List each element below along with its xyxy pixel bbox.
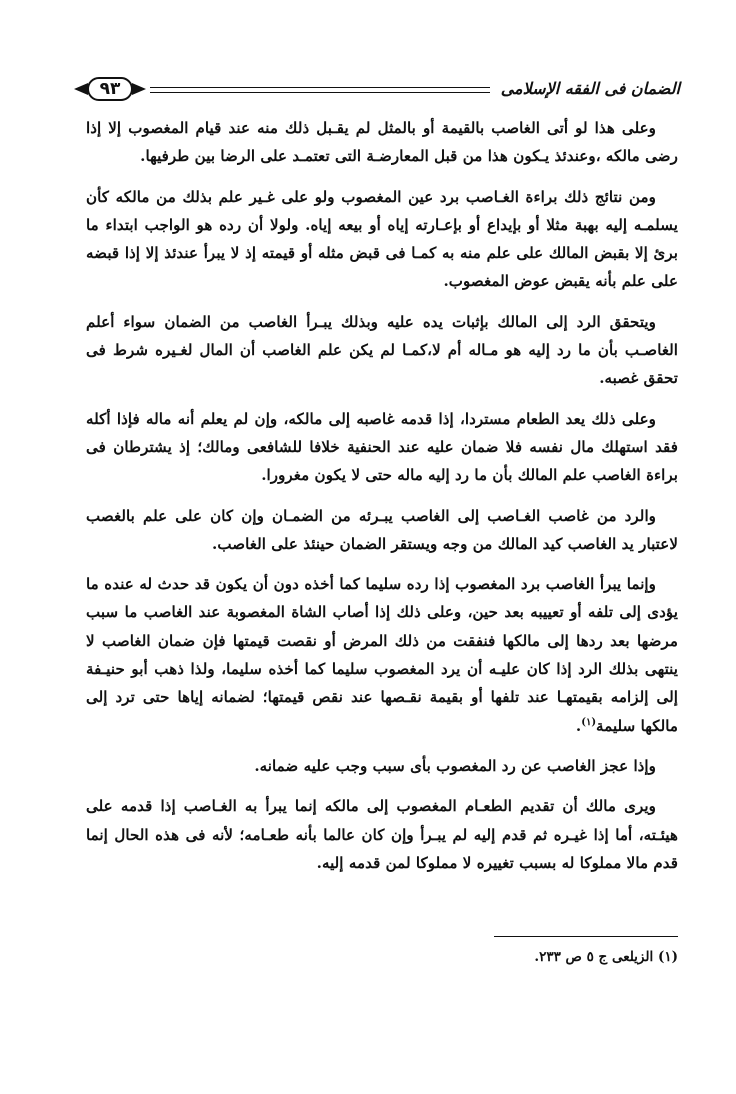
paragraph-6 [86, 570, 678, 740]
running-header [74, 74, 680, 104]
paragraph-3: ويتحقق الرد إلى المالك بإثبات يده عليه وبذلك يبـرأ الغاصب من الضمان سواء أعلم الغاصـب بأن ما رد إليه هو مـاله أم لا،كمـا لم يكن علم الغاصب أن المال لغـيره شرط فى تحقق غصبه. [86, 312, 678, 388]
header-double-rule [150, 87, 490, 93]
paragraph-2: ومن نتائج ذلك براءة الغـاصب برد عين المغصوب ولو على غـير علم بذلك من مالكه كأن يسلمـه إليه بهبة مثلا أو بإيداع أو بإعـارته إياه أو بيعه إياه. ولولا أن رده هو الواجب ابتداء ما برئ إلا بقبض المالك على علم منه به كمـا فى قبض مثله أو قيمته إذ لا يبرأ عندئذ إلا إذا قبضه على علم بأنه يقبض عوض المغصوب. [86, 187, 678, 291]
footnote: (١) الزيلعى ج ٥ ص ٢٣٣. [534, 949, 678, 965]
page-number-ornament [74, 75, 146, 103]
page-number: ٩٣ [99, 79, 121, 99]
paragraph-5: والرد من غاصب الغـاصب إلى الغاصب يبـرئه من الضمـان وإن كان على علم بالغصب لاعتبار يد الغاصب كيد المالك من وجه ويستقر الضمان حينئذ على الغاصب. [86, 506, 678, 553]
paragraph-6-end: . [575, 716, 582, 735]
footnote-separator [494, 936, 678, 937]
paragraph-7: وإذا عجز الغاصب عن رد المغصوب بأى سبب وجب عليه ضمانه. [254, 756, 656, 775]
paragraph-6-text: وإنما يبرأ الغاصب برد المغصوب إذا رده سليما كما أخذه دون أن يكون قد حدث له عنده ما يؤدى إلى تلفه أو تعييبه بعد حين، وعلى ذلك إذا أصاب الشاة المغصوبة عند الغاصب ما سبب مرضها بعد ردها إلى مالكها فنفقت من ذلك المرض أو نقصت قيمتها فإن ضمان الغاصب لا ينتهى بذلك الرد إذا كان عليـه أن يرد المغصوب سليما كما أخذه سليما، ولذا ذهب أبو حنيـفة إلى إلزامه بقيمتهـا عند تلفها أو بقيمة نقـصها عند نقص قيمتها؛ لضمانه إياها حتى ترد إلى مالكها سليمة [86, 575, 678, 735]
main-text [86, 114, 678, 889]
paragraph-8: ويرى مالك أن تقديم الطعـام المغصوب إلى مالكه إنما يبرأ به الغـاصب إذا قدمه على هيئـته، أما إذا غيـره ثم قدم إليه لم يبـرأ وإن كان عالما بأنه طعـامه؛ لأنه فى هذه الحال إنما قدم مالا مملوكا له بسبب تغييره لا مملوكا لمن قدمه إليه. [86, 797, 678, 872]
footnote-reference: (١) [581, 716, 597, 728]
paragraph-1: وعلى هذا لو أتى الغاصب بالقيمة أو بالمثل لم يقـبل ذلك منه عند قيام المغصوب إلا إذا رضى مالكه ،وعندئذ يـكون هذا من قبل المعارضـة التى تعتمـد على الرضا بين طرفيها. [86, 119, 678, 166]
running-header-title: الضمان فى الفقه الإسلامى [500, 79, 680, 98]
paragraph-4: وعلى ذلك يعد الطعام مستردا، إذا قدمه غاصبه إلى مالكه، وإن لم يعلم أنه ماله فإذا أكله فقد استهلك مال نفسه فلا ضمان عليه عند الحنفية خلافا للشافعى ومالك؛ إذ يشترطان فى براءة الغاصب علم المالك بأن ما رد إليه ماله حتى لا يكون مغرورا. [86, 409, 678, 485]
